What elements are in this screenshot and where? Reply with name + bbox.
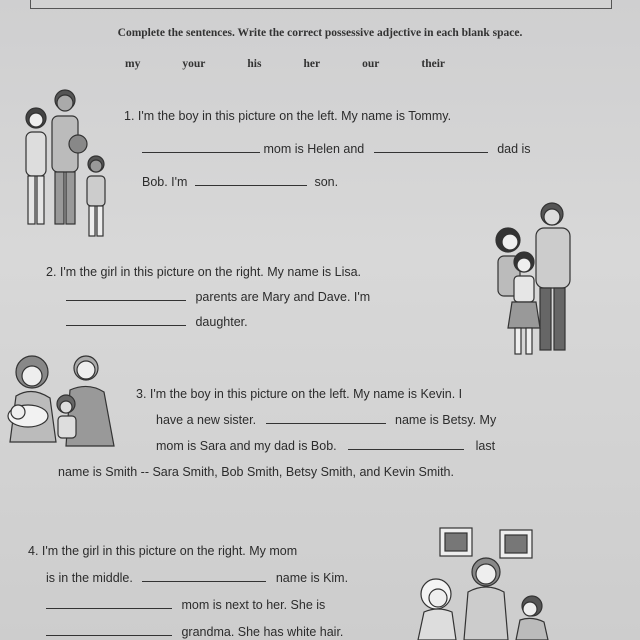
q1-line-2 bbox=[142, 142, 531, 156]
q3-text: last bbox=[475, 439, 496, 453]
answer-blank[interactable] bbox=[46, 598, 172, 609]
family-illustration-kevin bbox=[0, 346, 120, 450]
q4-line-4 bbox=[46, 625, 343, 639]
answer-blank[interactable] bbox=[195, 175, 307, 186]
q1-text: Bob. I'm bbox=[142, 175, 188, 189]
q4-text: mom is next to her. She is bbox=[181, 598, 326, 612]
q3-line-1: 3. I'm the boy in this picture on the left. My name is Kevin. I bbox=[136, 387, 463, 401]
q3-text: have a new sister. bbox=[156, 413, 257, 427]
word-bank bbox=[125, 58, 445, 70]
q4-line-1: 4. I'm the girl in this picture on the right. My mom bbox=[28, 544, 298, 558]
q2-line-1: 2. I'm the girl in this picture on the right. My name is Lisa. bbox=[46, 265, 362, 279]
word-bank-item: her bbox=[303, 58, 321, 70]
word-bank-item: my bbox=[125, 58, 141, 70]
q4-text: grandma. She has white hair. bbox=[181, 625, 344, 639]
word-bank-item: his bbox=[247, 58, 262, 70]
q1-text: son. bbox=[314, 175, 339, 189]
q3-line-2 bbox=[156, 413, 496, 427]
word-bank-item: our bbox=[362, 58, 380, 70]
q2-text: daughter. bbox=[195, 315, 248, 329]
q1-text: dad is bbox=[497, 142, 531, 156]
answer-blank[interactable] bbox=[374, 142, 488, 153]
answer-blank[interactable] bbox=[142, 142, 260, 153]
q1-line-3 bbox=[142, 175, 338, 189]
instruction-text: Complete the sentences. Write the correct possessive adjective in each blank space. bbox=[117, 27, 523, 39]
family-illustration-kim bbox=[416, 526, 556, 640]
answer-blank[interactable] bbox=[46, 625, 172, 636]
answer-blank[interactable] bbox=[142, 571, 266, 582]
answer-blank[interactable] bbox=[266, 413, 386, 424]
q1-line-1: 1. I'm the boy in this picture on the left. My name is Tommy. bbox=[124, 109, 452, 123]
q3-line-3 bbox=[156, 439, 495, 453]
q3-text: name is Betsy. My bbox=[395, 413, 497, 427]
answer-blank[interactable] bbox=[348, 439, 464, 450]
q4-line-3 bbox=[46, 598, 325, 612]
word-bank-item: their bbox=[421, 58, 445, 70]
answer-blank[interactable] bbox=[66, 315, 186, 326]
title-box bbox=[30, 0, 612, 9]
q4-line-2 bbox=[46, 571, 348, 585]
q1-text: mom is Helen and bbox=[263, 142, 365, 156]
q3-text: mom is Sara and my dad is Bob. bbox=[156, 439, 337, 453]
word-bank-item: your bbox=[182, 58, 206, 70]
family-illustration-tommy bbox=[18, 86, 114, 244]
q3-line-4: name is Smith -- Sara Smith, Bob Smith, Betsy Smith, and Kevin Smith. bbox=[58, 465, 454, 479]
q2-text: parents are Mary and Dave. I'm bbox=[195, 290, 371, 304]
answer-blank[interactable] bbox=[66, 290, 186, 301]
q2-line-2 bbox=[66, 290, 370, 304]
q2-line-3 bbox=[66, 315, 248, 329]
family-illustration-lisa bbox=[488, 196, 594, 364]
q4-text: is in the middle. bbox=[46, 571, 133, 585]
q4-text: name is Kim. bbox=[275, 571, 349, 585]
